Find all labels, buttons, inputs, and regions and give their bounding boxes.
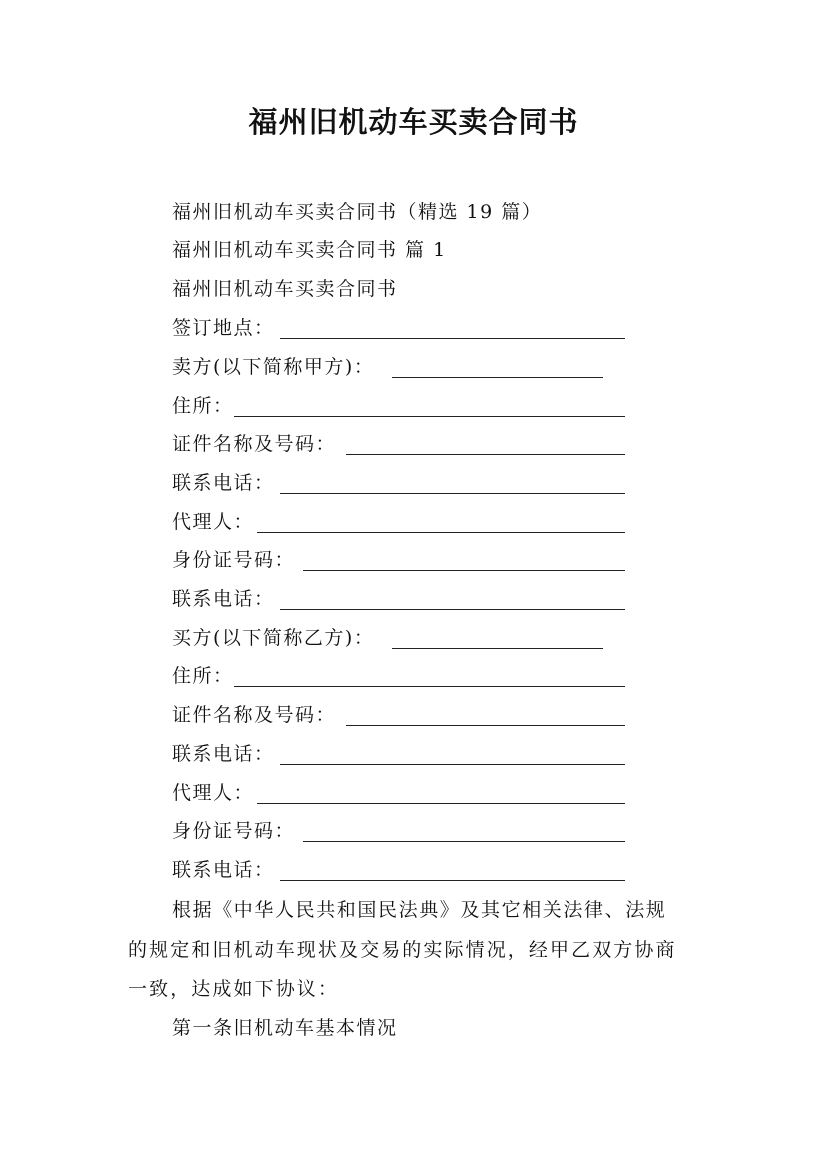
paragraph-line-1: 根据《中华人民共和国民法典》及其它相关法律、法规: [172, 899, 667, 921]
seller-agent-blank[interactable]: [257, 512, 625, 533]
field-label: 代理人：: [172, 511, 255, 533]
buyer-id-blank[interactable]: [346, 705, 625, 726]
field-label: 联系电话：: [172, 472, 275, 494]
field-seller-id: [172, 431, 336, 457]
field-buyer-agent-idnumber: [172, 818, 295, 844]
intro-line-collection-title: 福州旧机动车买卖合同书（精选 19 篇）: [172, 201, 543, 223]
field-seller-agent-idnumber: [172, 547, 295, 573]
field-label: 联系电话：: [172, 588, 275, 610]
field-seller-phone: [172, 470, 275, 496]
seller-agent-idnumber-blank[interactable]: [303, 550, 625, 571]
field-label: 联系电话：: [172, 743, 275, 765]
seller-agent-phone-blank[interactable]: [280, 589, 625, 610]
field-label: 住所：: [172, 395, 234, 417]
field-label: 代理人：: [172, 782, 255, 804]
field-seller-agent-phone: [172, 586, 275, 612]
paragraph-line-3: 一致，达成如下协议：: [128, 978, 340, 1000]
field-seller-agent: [172, 509, 254, 535]
buyer-blank[interactable]: [392, 628, 603, 649]
signing-place-blank[interactable]: [280, 318, 625, 339]
seller-phone-blank[interactable]: [280, 473, 625, 494]
field-label: 买方(以下简称乙方)：: [172, 627, 375, 649]
field-buyer: [172, 625, 374, 651]
buyer-agent-blank[interactable]: [257, 783, 625, 804]
field-label: 签订地点：: [172, 317, 275, 339]
field-label: 身份证号码：: [172, 820, 296, 842]
field-buyer-id: [172, 702, 336, 728]
buyer-address-blank[interactable]: [234, 666, 625, 687]
field-label: 身份证号码：: [172, 549, 296, 571]
buyer-agent-phone-blank[interactable]: [280, 860, 625, 881]
seller-id-blank[interactable]: [346, 434, 625, 455]
field-label: 证件名称及号码：: [172, 433, 337, 455]
field-buyer-phone: [172, 741, 275, 767]
seller-address-blank[interactable]: [234, 396, 625, 417]
intro-line-contract-name: 福州旧机动车买卖合同书: [172, 278, 398, 300]
buyer-phone-blank[interactable]: [280, 744, 625, 765]
field-label: 住所：: [172, 665, 234, 687]
paragraph-line-2: 的规定和旧机动车现状及交易的实际情况，经甲乙双方协商: [128, 939, 677, 961]
field-seller: [172, 354, 374, 380]
field-buyer-agent: [172, 780, 254, 806]
field-signing-place: [172, 315, 275, 341]
seller-blank[interactable]: [392, 357, 603, 378]
field-label: 联系电话：: [172, 859, 275, 881]
document-title: 福州旧机动车买卖合同书: [248, 105, 579, 139]
field-seller-address: [172, 393, 234, 419]
field-label: 证件名称及号码：: [172, 704, 337, 726]
field-buyer-address: [172, 663, 234, 689]
section-heading: 第一条旧机动车基本情况: [172, 1017, 398, 1039]
intro-line-chapter: 福州旧机动车买卖合同书 篇 1: [172, 239, 447, 261]
field-buyer-agent-phone: [172, 857, 275, 883]
field-label: 卖方(以下简称甲方)：: [172, 356, 375, 378]
buyer-agent-idnumber-blank[interactable]: [303, 821, 625, 842]
